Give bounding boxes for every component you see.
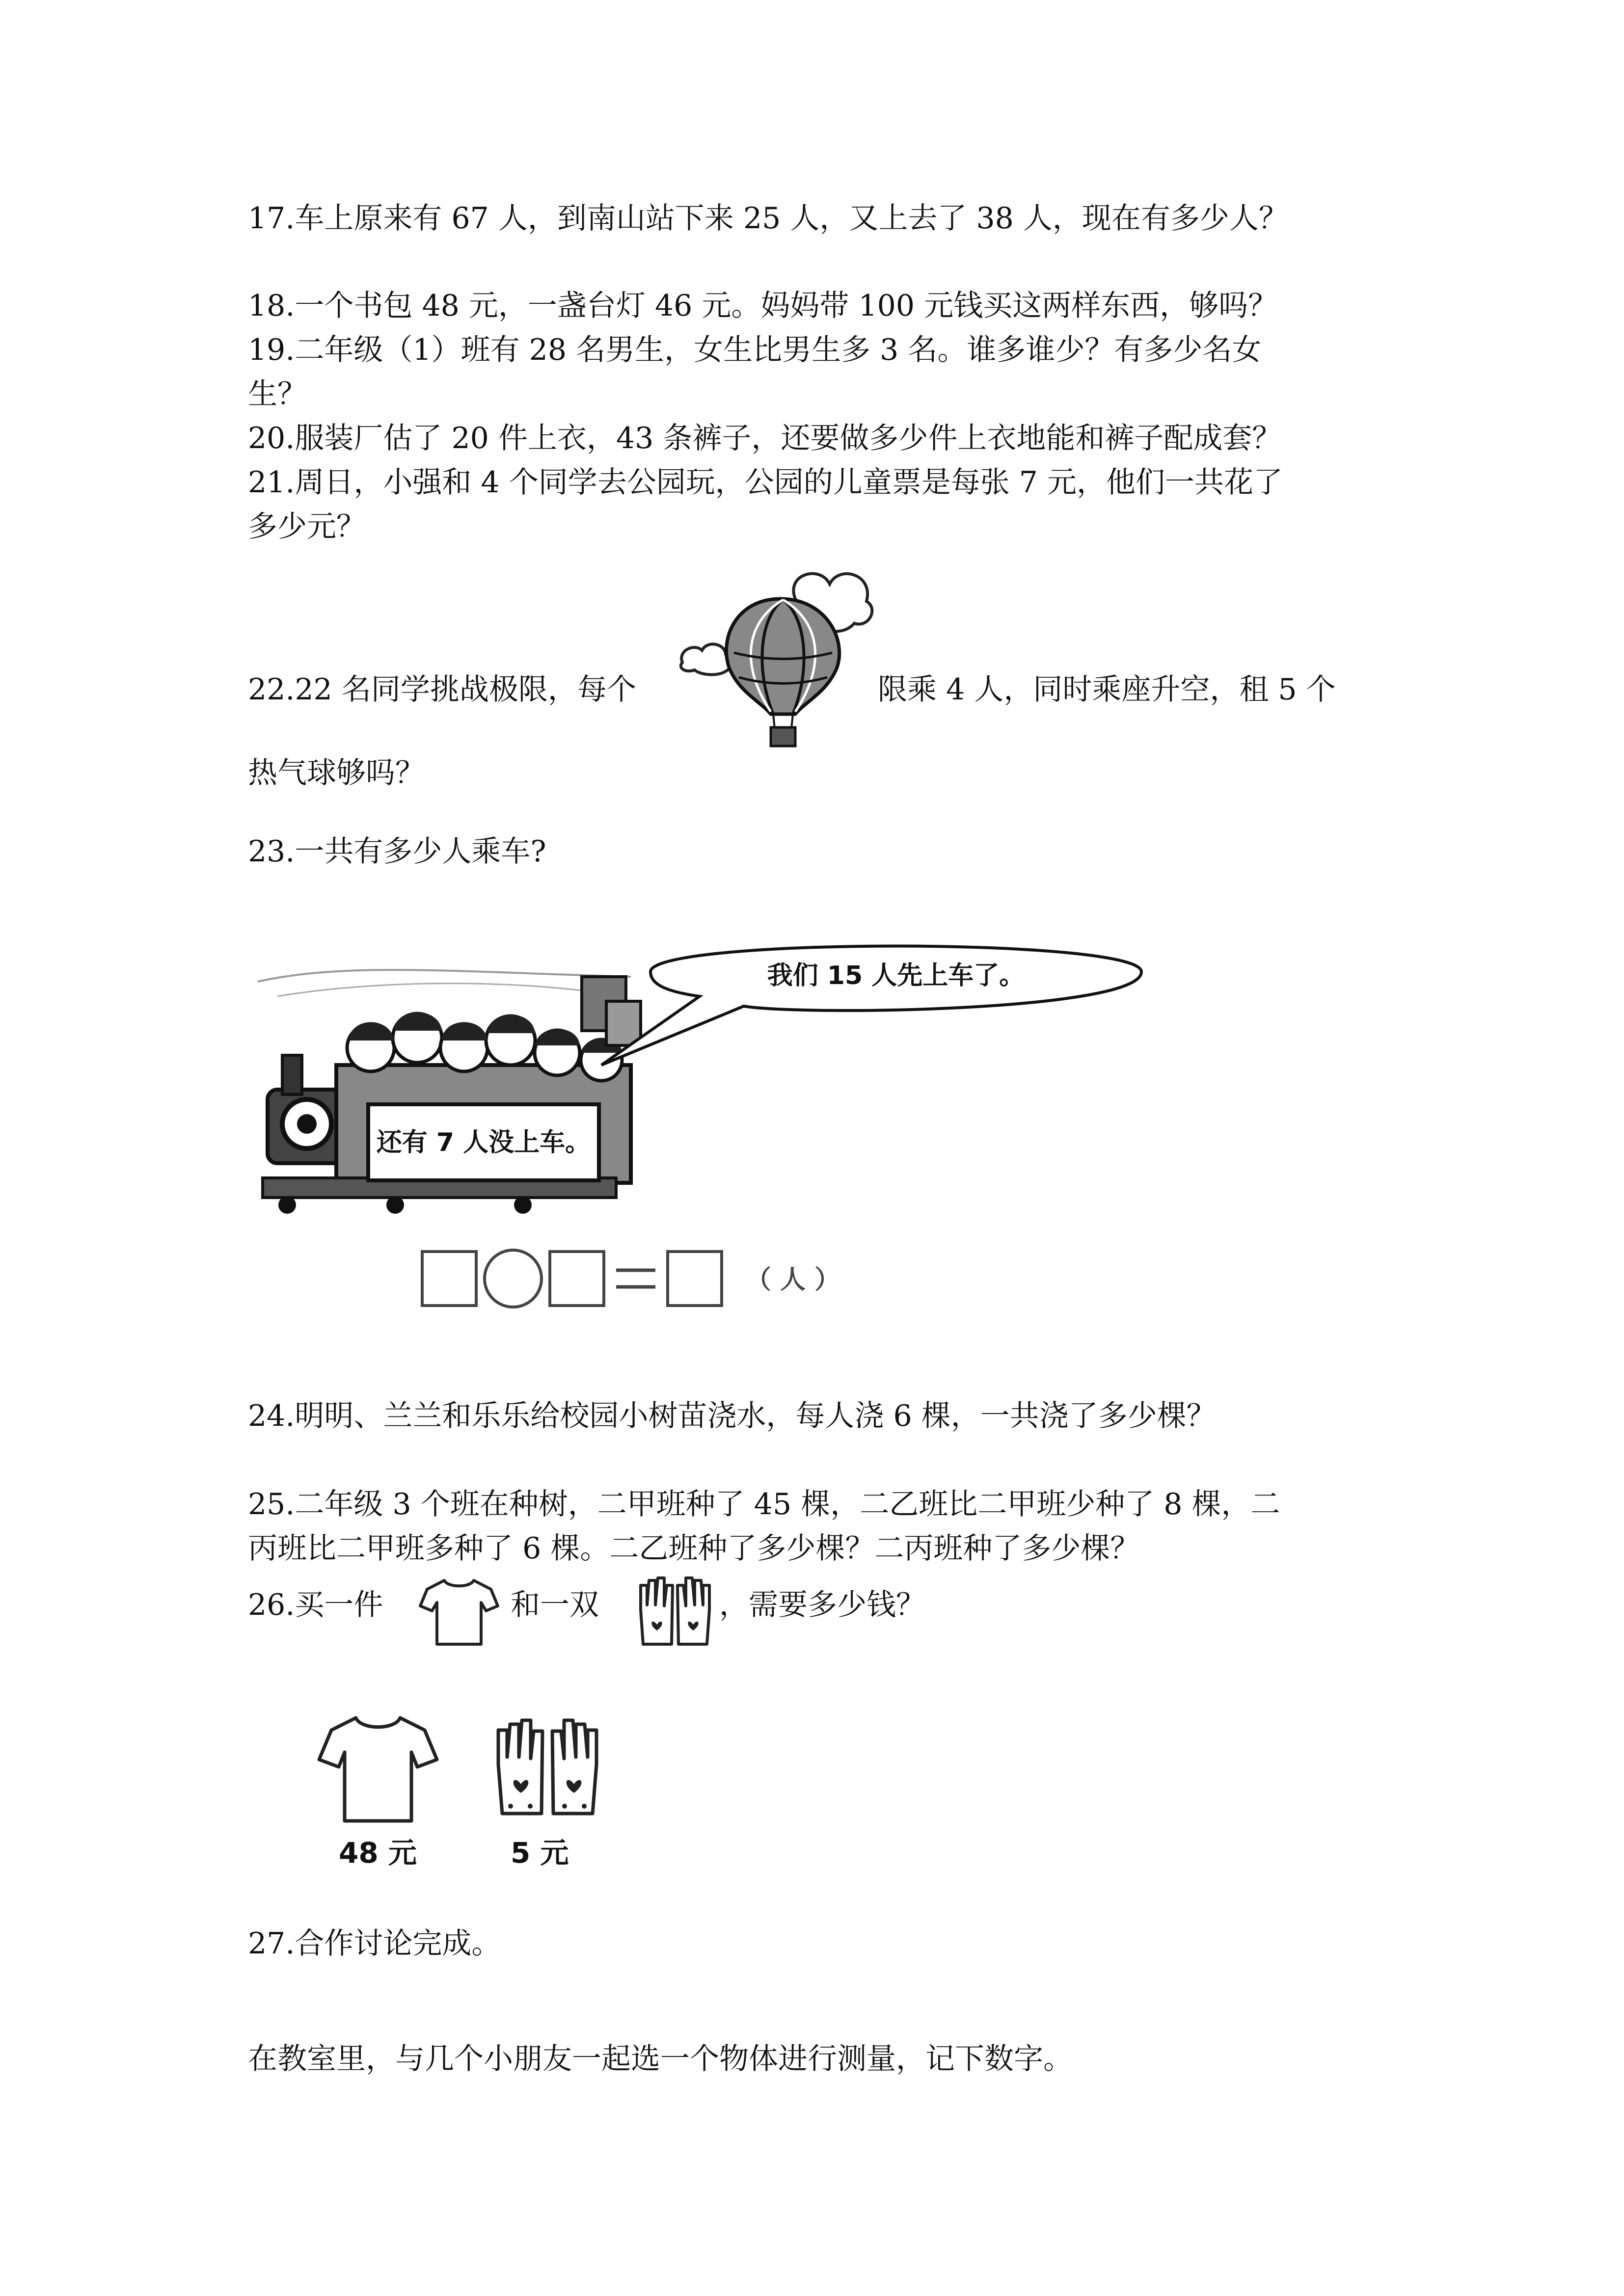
- answer-box-3[interactable]: [668, 1252, 722, 1306]
- question-26-part2: 和一双: [511, 1588, 599, 1622]
- sign-text: 还有 7 人没上车。: [376, 1128, 591, 1157]
- question-26-part1: 26.买一件: [248, 1588, 383, 1622]
- unit-label: （ 人 ）: [745, 1265, 840, 1295]
- answer-box-2[interactable]: [550, 1252, 604, 1306]
- train-illustration: [248, 942, 1166, 1315]
- question-22-line2: 热气球够吗？: [248, 756, 425, 790]
- shirt-price: 48 元: [339, 1836, 417, 1869]
- question-21-line1: 21.周日，小强和 4 个同学去公园玩，公园的儿童票是每张 7 元，他们一共花了: [248, 465, 1283, 500]
- question-19-line1: 19.二年级（1）班有 28 名男生，女生比男生多 3 名。谁多谁少？有多少名女: [248, 333, 1262, 367]
- question-20: 20.服装厂估了 20 件上衣，43 条裤子，还要做多少件上衣地能和裤子配成套？: [248, 421, 1282, 455]
- answer-box-1[interactable]: [422, 1252, 476, 1306]
- hot-air-balloon-icon: [673, 545, 879, 751]
- operator-circle[interactable]: [485, 1250, 541, 1307]
- question-27-line1: 27.合作讨论完成。: [248, 1926, 501, 1961]
- question-17: 17.车上原来有 67 人，到南山站下来 25 人，又上去了 38 人，现在有多少人？: [248, 201, 1288, 236]
- question-25-line1: 25.二年级 3 个班在种树，二甲班种了 45 棵，二乙班比二甲班少种了 8 棵，二: [248, 1487, 1280, 1522]
- gloves-icon: [633, 1571, 717, 1664]
- speech-text: 我们 15 人先上车了。: [767, 961, 1025, 990]
- question-23: 23.一共有多少人乘车?: [248, 834, 546, 869]
- question-24: 24.明明、兰兰和乐乐给校园小树苗浇水，每人浇 6 棵，一共浇了多少棵？: [248, 1399, 1216, 1433]
- question-22-part2: 限乘 4 人，同时乘座升空，租 5 个: [878, 672, 1336, 707]
- gloves-price: 5 元: [511, 1836, 569, 1869]
- question-25-line2: 丙班比二甲班多种了 6 棵。二乙班种了多少棵？二丙班种了多少棵？: [248, 1531, 1140, 1566]
- gloves-price-icon: [488, 1710, 606, 1838]
- question-19-line2: 生？: [248, 377, 307, 411]
- question-18: 18.一个书包 48 元，一盏台灯 46 元。妈妈带 100 元钱买这两样东西，够吗？: [248, 289, 1278, 323]
- question-26-part3: ，需要多少钱？: [719, 1588, 925, 1622]
- question-22-part1: 22.22 名同学挑战极限，每个: [248, 672, 636, 707]
- question-27-line2: 在教室里，与几个小朋友一起选一个物体进行测量，记下数字。: [248, 2042, 1073, 2076]
- question-21-line2: 多少元？: [248, 509, 366, 544]
- shirt-price-icon: [314, 1713, 442, 1826]
- shirt-icon: [417, 1575, 501, 1649]
